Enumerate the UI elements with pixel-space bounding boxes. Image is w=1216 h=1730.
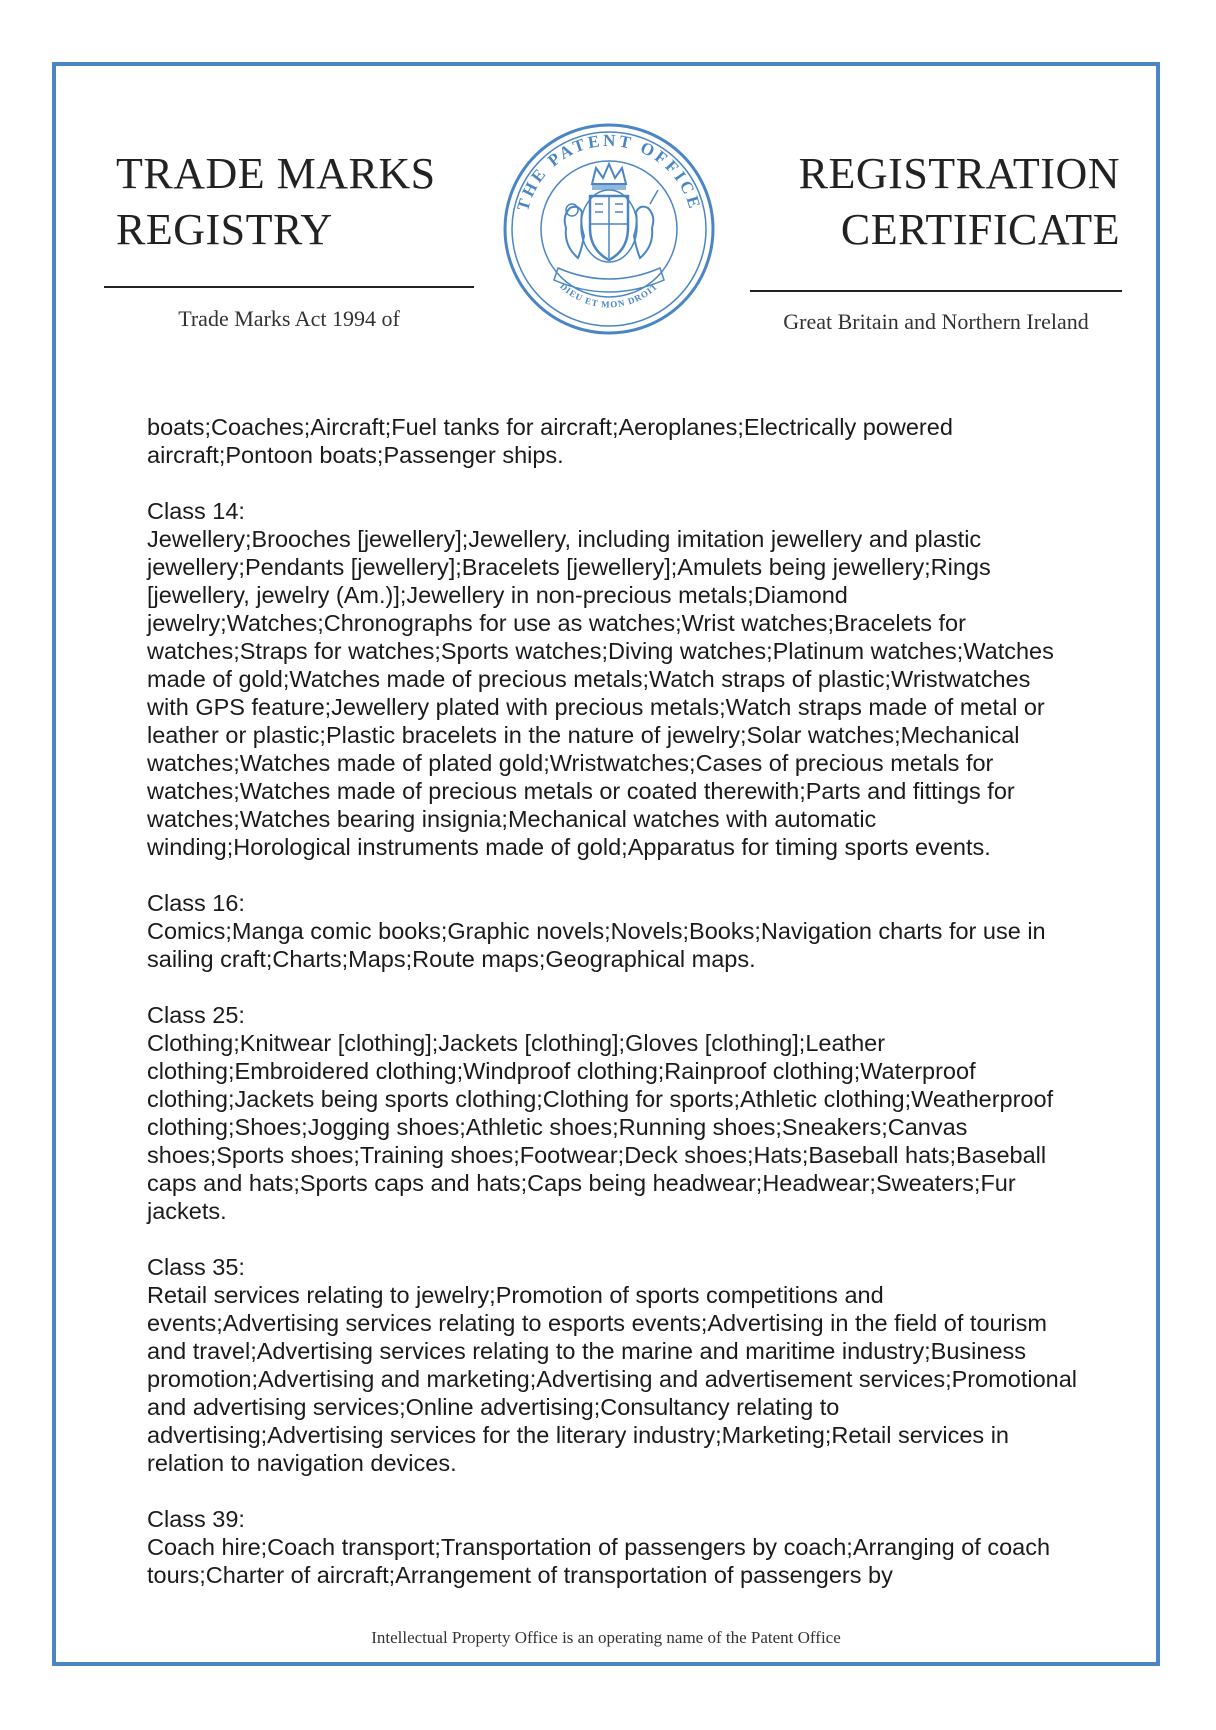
- class-specification: Comics;Manga comic books;Graphic novels;Novels;Books;Navigation charts for use in sailing craft;Charts;Maps;Route maps;Geographical maps.: [147, 918, 1046, 972]
- registry-title-line1: TRADE MARKS: [116, 149, 436, 198]
- class-specification: Coach hire;Coach transport;Transportation of passengers by coach;Arranging of coach tours;Charter of aircraft;Arrangement of transportation of passengers by: [147, 1534, 1051, 1588]
- class-label: Class 35:: [147, 1254, 245, 1280]
- class-specification: Retail services relating to jewelry;Promotion of sports competitions and events;Advertising services relating to esports events;Advertising in the field of tourism and travel;Advertising services relating to the marine and maritime industry;Business promotion;Advertising and marketing;Advertising and advertisement services;Promotional and advertising services;Online advertising;Consultancy relating to advertising;Advertising services for the literary industry;Marketing;Retail services in relation to navigation devices.: [147, 1282, 1078, 1476]
- class-block-16: [147, 889, 1077, 973]
- left-divider: [104, 286, 474, 288]
- class-specification: Clothing;Knitwear [clothing];Jackets [clothing];Gloves [clothing];Leather clothing;Embroidered clothing;Windproof clothing;Rainproof clothing;Waterproof clothing;Jackets being sports clothing;Clothing for sports;Athletic clothing;Weatherproof clothing;Shoes;Jogging shoes;Athletic shoes;Running shoes;Sneakers;Canvas shoes;Sports shoes;Training shoes;Footwear;Deck shoes;Hats;Baseball hats;Baseball caps and hats;Sports caps and hats;Caps being headwear;Headwear;Sweaters;Fur jackets.: [147, 1030, 1054, 1224]
- footer-note: Intellectual Property Office is an operating name of the Patent Office: [371, 1628, 841, 1647]
- class-label: Class 14:: [147, 498, 245, 524]
- act-subtitle: Trade Marks Act 1994 of: [178, 306, 400, 331]
- class-specification: Jewellery;Brooches [jewellery];Jewellery, including imitation jewellery and plastic jewellery;Pendants [jewellery];Bracelets [jewellery];Amulets being jewellery;Rings [jewellery, jewelry (Am.)];Jewellery in non-precious metals;Diamond jewelry;Watches;Chronographs for use as watches;Wrist watches;Bracelets for watches;Straps for watches;Sports watches;Diving watches;Platinum watches;Watches made of gold;Watches made of precious metals;Watch straps of plastic;Wristwatches with GPS feature;Jewellery plated with precious metals;Watch straps made of metal or leather or plastic;Plastic bracelets in the nature of jewelry;Solar watches;Mechanical watches;Watches made of plated gold;Wristwatches;Cases of precious metals for watches;Watches made of precious metals or coated therewith;Parts and fittings for watches;Watches bearing insignia;Mechanical watches with automatic winding;Horological instruments made of gold;Apparatus for timing sports events.: [147, 526, 1054, 860]
- certificate-title: [740, 146, 1120, 258]
- class-label: Class 16:: [147, 890, 245, 916]
- svg-text:THE PATENT OFFICE: THE PATENT OFFICE: [513, 130, 705, 214]
- svg-text:DIEU ET MON DROIT: DIEU ET MON DROIT: [558, 280, 660, 310]
- certificate-title-line1: REGISTRATION: [798, 149, 1120, 198]
- continuation-text: boats;Coaches;Aircraft;Fuel tanks for aircraft;Aeroplanes;Electrically powered aircraft;Pontoon boats;Passenger ships.: [147, 414, 953, 468]
- class-label: Class 25:: [147, 1002, 245, 1028]
- goods-and-services-list: [147, 413, 1077, 1617]
- registry-title: [116, 146, 476, 258]
- class-block-14: [147, 497, 1077, 861]
- certificate-title-line2: CERTIFICATE: [840, 205, 1120, 254]
- patent-office-seal-icon: [500, 120, 718, 338]
- registry-title-line2: REGISTRY: [116, 205, 333, 254]
- class-block-39: [147, 1505, 1077, 1589]
- class-block-25: [147, 1001, 1077, 1225]
- class-label: Class 39:: [147, 1506, 245, 1532]
- right-divider: [750, 290, 1122, 292]
- jurisdiction-subtitle: Great Britain and Northern Ireland: [783, 309, 1089, 334]
- class-block-35: [147, 1253, 1077, 1477]
